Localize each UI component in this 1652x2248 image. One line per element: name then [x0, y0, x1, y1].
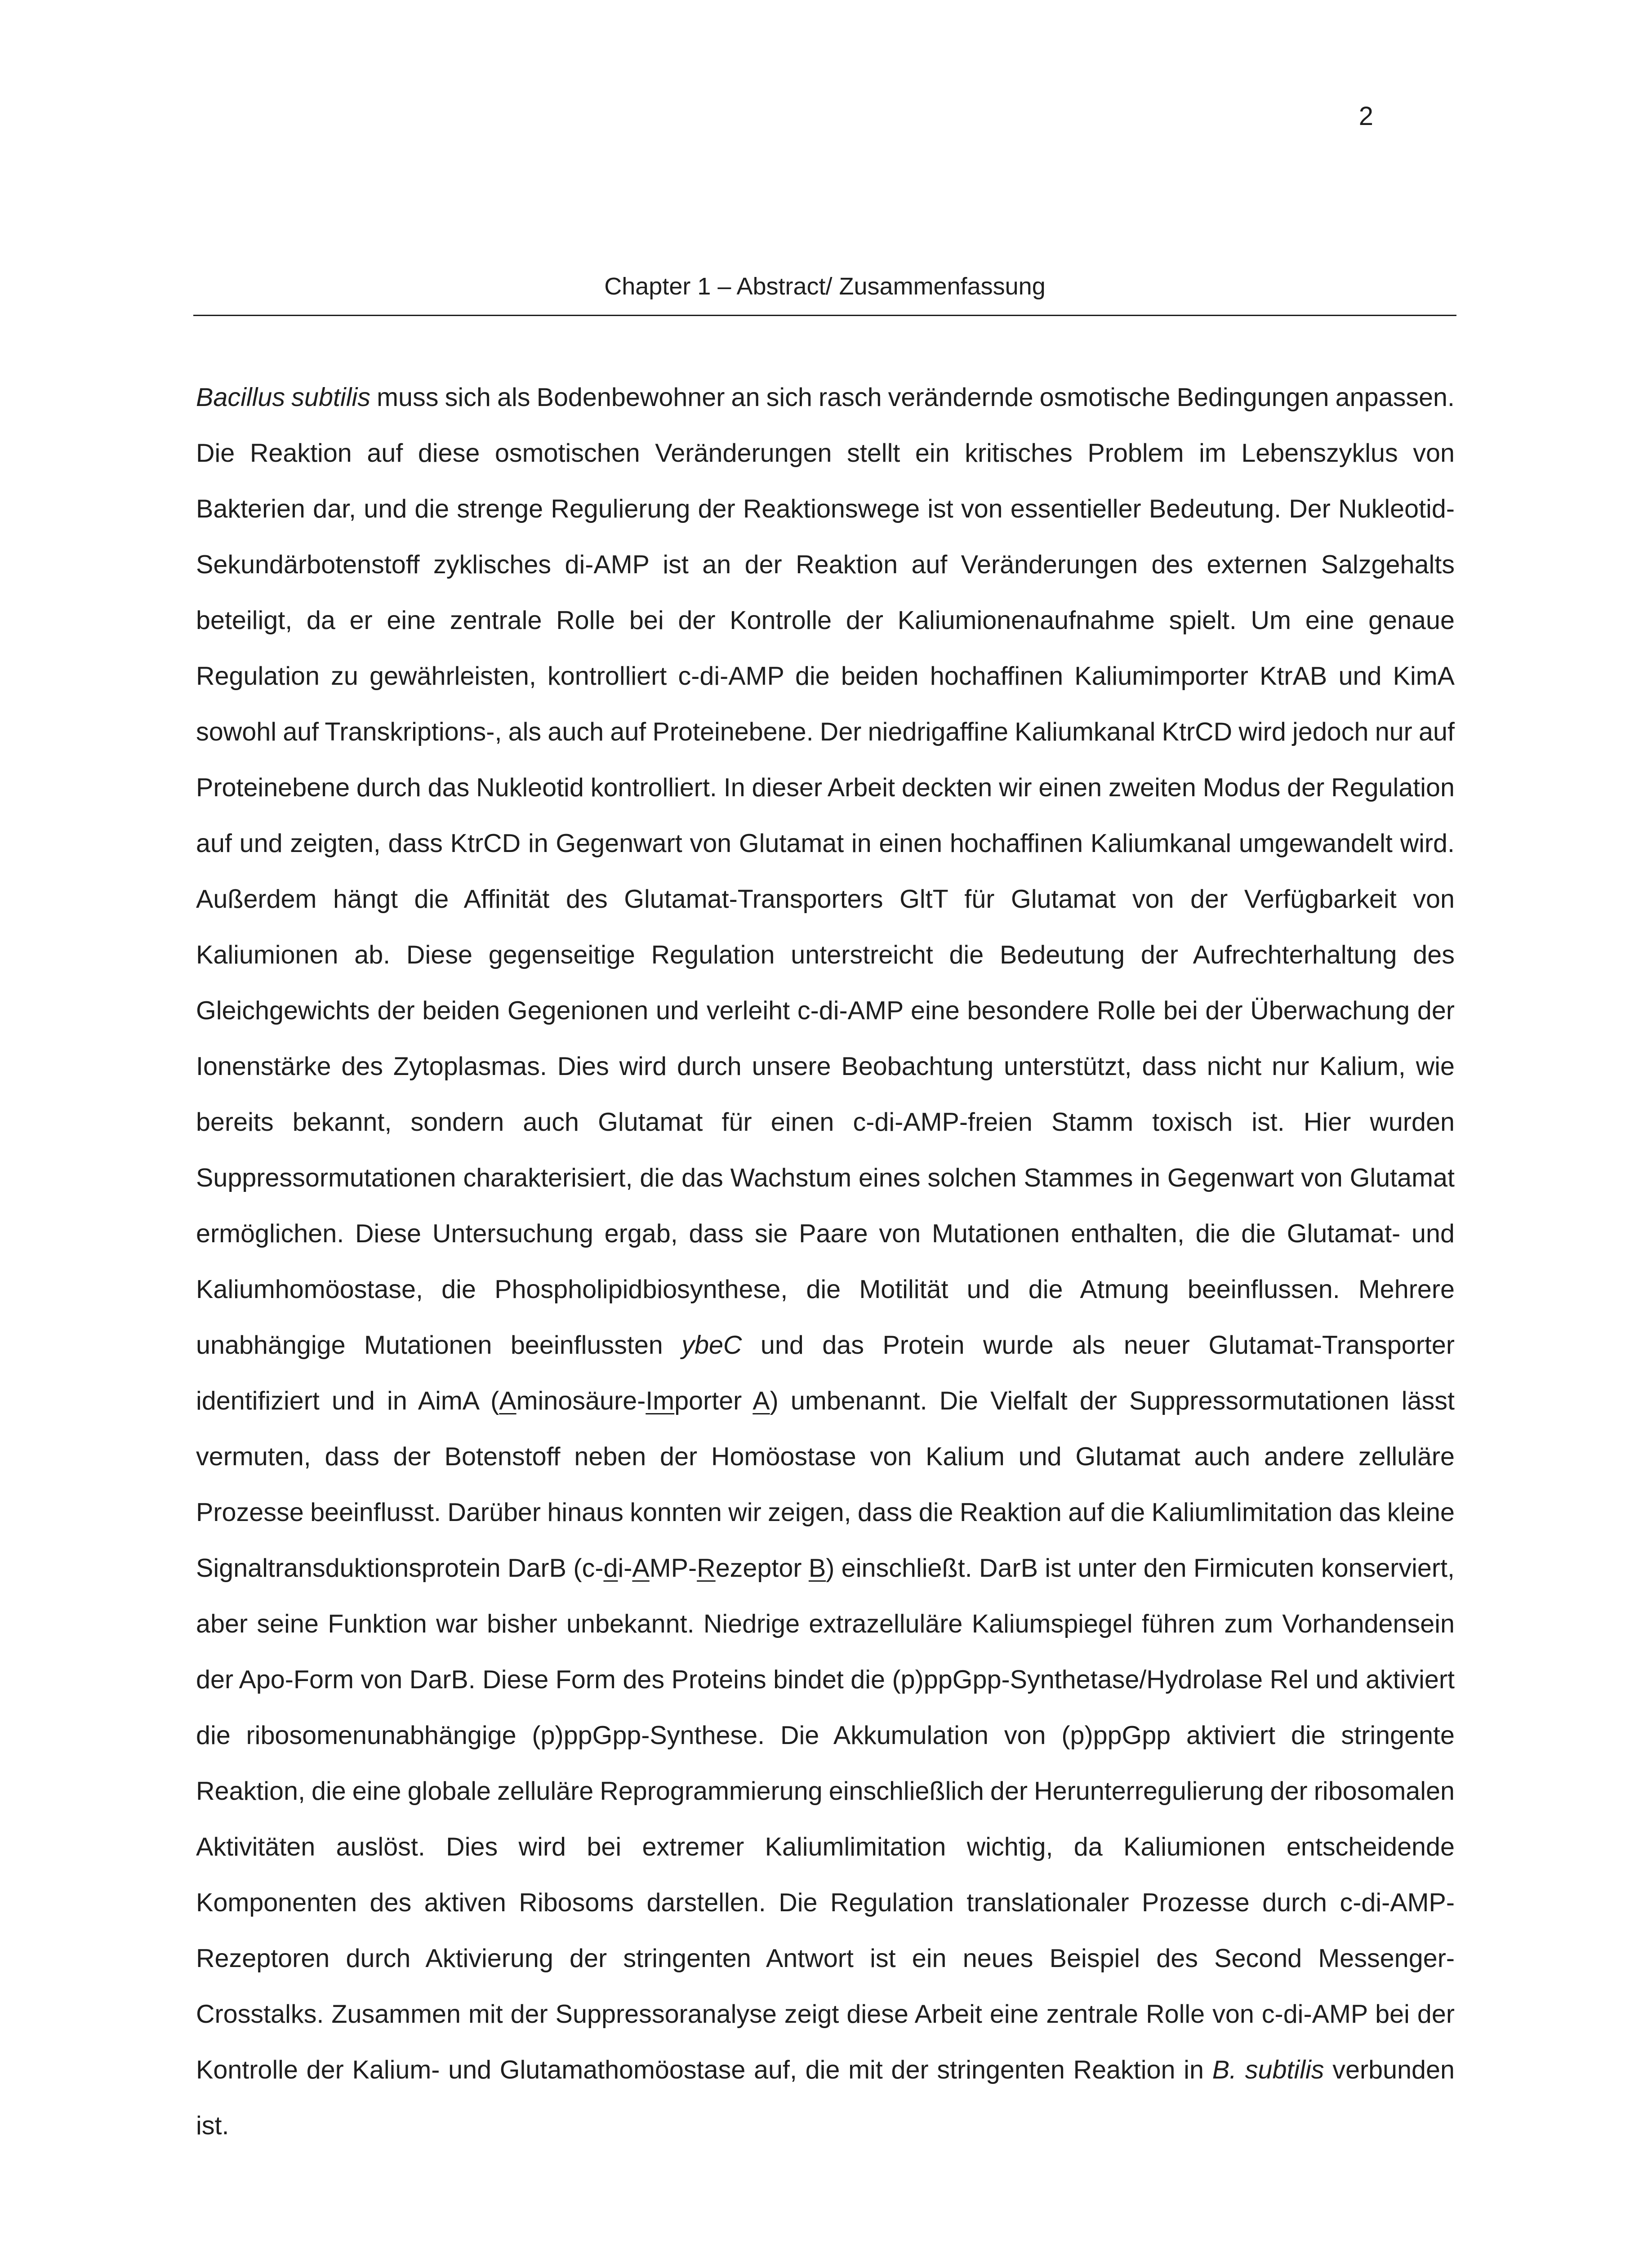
abstract-segment-normal: ezeptor — [715, 1554, 809, 1583]
abstract-segment-underline: A — [499, 1387, 517, 1415]
abstract-segment-underline: R — [697, 1554, 716, 1583]
abstract-segment-normal: muss sich als Bodenbewohner an sich rasch verändernde osmotische Bedingungen anpassen. Die Reaktion auf diese osmotischen Veränderungen stellt ein kritisches Problem im Lebenszyklus von Bakterien dar, und die strenge Regulierung der Reaktionswege ist von essentieller Bedeutung. Der Nukleotid-Sekundärbotenstoff zyklisches di-AMP ist an der Reaktion auf Veränderungen des externen Salzgehalts beteiligt, da er eine zentrale Rolle bei der Kontrolle der Kaliumionenaufnahme spielt. Um eine genaue Regulation zu gewährleisten, kontrolliert c-di-AMP die beiden hochaffinen Kaliumimporter KtrAB und KimA sowohl auf Transkriptions-, als auch auf Proteinebene. Der niedrigaffine Kaliumkanal KtrCD wird jedoch nur auf Proteinebene durch das Nukleotid kontrolliert. In dieser Arbeit deckten wir einen zweiten Modus der Regulation auf und zeigten, dass KtrCD in Gegenwart von Glutamat in einen hochaffinen Kaliumkanal umgewandelt wird. Außerdem hängt die Affinität des Glutamat-Transporters GltT für Glutamat von der Verfügbarkeit von Kaliumionen ab. Diese gegenseitige Regulation unterstreicht die Bedeutung der Aufrechterhaltung des Gleichgewichts der beiden Gegenionen und verleiht c-di-AMP eine besondere Rolle bei der Überwachung der Ionenstärke des Zytoplasmas. Dies wird durch unsere Beobachtung unterstützt, dass nicht nur Kalium, wie bereits bekannt, sondern auch Glutamat für einen c-di-AMP-freien Stamm toxisch ist. Hier wurden Suppressormutationen charakterisiert, die das Wachstum eines solchen Stammes in Gegenwart von Glutamat ermöglichen. Diese Untersuchung ergab, dass sie Paare von Mutationen enthalten, die die Glutamat- und Kaliumhomöostase, die Phospholipidbiosynthese, die Motilität und die Atmung beeinflussen. Mehrere unabhängige Mutationen beeinflussten — [196, 383, 1455, 1360]
abstract-segment-underline: B — [808, 1554, 826, 1583]
abstract-segment-underline: A — [753, 1387, 770, 1415]
abstract-segment-underline: A — [632, 1554, 650, 1583]
header-rule — [193, 315, 1456, 316]
abstract-segment-italic: ybeC — [681, 1331, 742, 1360]
abstract-segment-underline: Im — [646, 1387, 675, 1415]
abstract-segment-normal: porter — [674, 1387, 753, 1415]
abstract-segment-underline: d — [603, 1554, 618, 1583]
abstract-paragraph — [196, 370, 1455, 2154]
abstract-segment-italic: Bacillus subtilis — [196, 383, 371, 412]
abstract-segment-normal: verbunden ist. — [196, 2056, 1455, 2140]
abstract-segment-normal: ) einschließt. DarB ist unter den Firmicuten konserviert, aber seine Funktion war bisher unbekannt. Niedrige extrazelluläre Kaliumspiegel führen zum Vorhandensein der Apo-Form von DarB. Diese Form des Proteins bindet die (p)ppGpp-Synthetase/Hydrolase Rel und aktiviert die ribosomenunabhängige (p)ppGpp-Synthese. Die Akkumulation von (p)ppGpp aktiviert die stringente Reaktion, die eine globale zelluläre Reprogrammierung einschließlich der Herunterregulierung der ribosomalen Aktivitäten auslöst. Dies wird bei extremer Kaliumlimitation wichtig, da Kaliumionen entscheidende Komponenten des aktiven Ribosoms darstellen. Die Regulation translationaler Prozesse durch c-di-AMP-Rezeptoren durch Aktivierung der stringenten Antwort ist ein neues Beispiel des Second Messenger-Crosstalks. Zusammen mit der Suppressoranalyse zeigt diese Arbeit eine zentrale Rolle von c-di-AMP bei der Kontrolle der Kalium- und Glutamathomöostase auf, die mit der stringenten Reaktion in — [196, 1554, 1455, 2084]
page-number: 2 — [1358, 102, 1373, 131]
abstract-segment-normal: ) umbenannt. Die Vielfalt der Suppressormutationen lässt vermuten, dass der Botenstoff neben der Homöostase von Kalium und Glutamat auch andere zelluläre Prozesse beeinflusst. Darüber hinaus konnten wir zeigen, dass die Reaktion auf die Kaliumlimitation das kleine Signaltransduktionsprotein DarB (c- — [196, 1387, 1455, 1583]
running-header: Chapter 1 – Abstract/ Zusammenfassung — [604, 273, 1046, 300]
abstract-segment-normal: i- — [618, 1554, 632, 1583]
abstract-segment-italic: B. subtilis — [1212, 2056, 1324, 2084]
abstract-segment-normal: und das Protein wurde als neuer Glutamat-Transporter identifiziert und in AimA ( — [196, 1331, 1455, 1415]
abstract-segment-normal: MP- — [649, 1554, 697, 1583]
abstract-segment-normal: minosäure- — [516, 1387, 646, 1415]
